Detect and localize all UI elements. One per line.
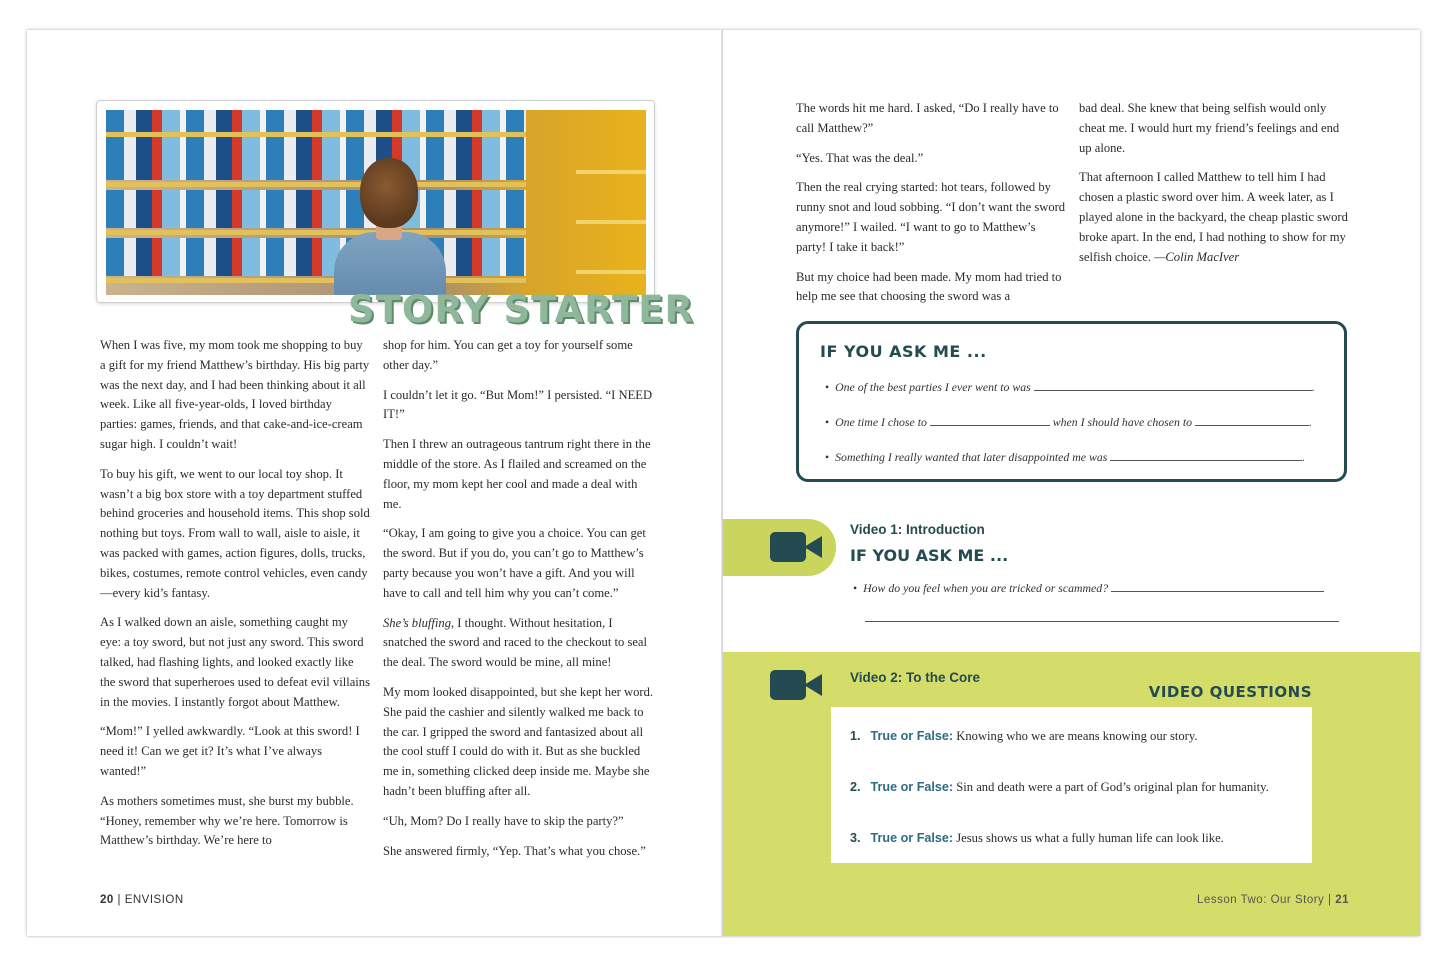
paragraph: But my choice had been made. My mom had tried to help me see that choosing the sword was a	[796, 269, 1062, 304]
paragraph: I couldn’t let it go. “But Mom!” I persisted. “I NEED IT!”	[383, 387, 653, 422]
video-questions-card	[831, 707, 1312, 863]
page-number: 21	[1335, 894, 1349, 906]
answer-line[interactable]	[930, 414, 1050, 426]
video1-title: IF YOU ASK ME ...	[850, 546, 1009, 565]
video-camera-icon	[770, 670, 824, 700]
paragraph: bad deal. She knew that being selfish would only cheat me. I would hurt my friend’s feelings and end up alone.	[1079, 101, 1340, 155]
paragraph	[383, 614, 655, 673]
paragraph	[1079, 168, 1349, 267]
question-text: How do you feel when you are tricked or scammed?	[863, 581, 1109, 595]
question-text: Knowing who we are means knowing our story.	[953, 729, 1198, 743]
question-item	[850, 729, 1197, 744]
true-false-label: True or False:	[870, 780, 954, 794]
question-item	[850, 780, 1269, 795]
video1-tab	[723, 519, 836, 576]
question-number: 1.	[850, 729, 861, 743]
right-column-2	[1079, 99, 1349, 277]
left-page	[27, 30, 723, 936]
page-number: 20	[100, 894, 114, 906]
folio-separator: |	[117, 894, 121, 906]
italic-thought: She’s bluffing	[383, 615, 451, 630]
answer-line[interactable]	[1111, 580, 1324, 592]
video-camera-icon	[770, 532, 824, 562]
folio-right	[1197, 894, 1349, 906]
question-item	[850, 831, 1224, 846]
folio-separator: |	[1328, 894, 1332, 906]
true-false-label: True or False:	[870, 729, 954, 743]
paragraph: When I was five, my mom took me shopping to buy a gift for my friend Matthew’s birthday. His big party was the next day, and I had been thinking about it all week. Like all five-year-olds, I loved birthday parties: games, friends, and that cake-and-ice-cream sugar high. I couldn’t wait!	[100, 338, 370, 451]
paragraph-text: That afternoon I called Matthew to tell him I had chosen a plastic sword over him. A week later, as I played alone in the backyard, the cheap plastic sword broke apart. In the end, I had nothing to show for my selfish choice.	[1079, 170, 1348, 264]
question-text: Sin and death were a part of God’s original plan for humanity.	[953, 780, 1269, 794]
left-column-1	[100, 336, 370, 861]
prompt-text: when I should have chosen to	[1052, 415, 1193, 429]
prompt-3: • Something I really wanted that later disappointed me was .	[825, 450, 1306, 464]
video1-question: • How do you feel when you are tricked or scammed?	[853, 580, 1324, 596]
paragraph: shop for him. You can get a toy for yourself some other day.”	[383, 338, 633, 372]
right-page	[723, 30, 1420, 936]
paragraph: As mothers sometimes must, she burst my bubble. “Honey, remember why we’re here. Tomorrow is Matthew’s birthday. We’re here to	[100, 793, 354, 848]
paragraph: My mom looked disappointed, but she kept her word. She paid the cashier and silently walked me back to the car. I gripped the sword and fantasized about all the cool stuff I could do with it. But as she buckled me in, something clicked deep inside me. Maybe she hadn’t been bluffing after all.	[383, 684, 654, 798]
hero-photo-frame	[96, 100, 655, 303]
paragraph: “Okay, I am going to give you a choice. You can get the sword. But if you do, you can’t go to Matthew’s party because you won’t have a gift. And you will have to call and tell him why you can’t come.”	[383, 526, 646, 600]
video2-label: Video 2: To the Core	[850, 670, 981, 685]
question-number: 2.	[850, 780, 861, 794]
left-column-2	[383, 336, 655, 871]
paragraph: As I walked down an aisle, something caught my eye: a toy sword, but not just any sword. This sword talked, had flashing lights, and looked exactly like the sword that superheroes used to defeat evil villains in the movies. I instantly forgot about Matthew.	[100, 615, 370, 709]
paragraph: To buy his gift, we went to our local toy shop. It wasn’t a big box store with a toy department stuffed behind groceries and household items. This shop sold nothing but toys. From wall to wall, aisle to aisle, it was packed with games, action figures, dolls, trucks, bikes, costumes, remote control vehicles, even candy—every kid’s fantasy.	[100, 466, 370, 600]
question-text: Jesus shows us what a fully human life can look like.	[953, 831, 1224, 845]
book-spread	[27, 30, 1420, 936]
answer-line[interactable]	[1034, 379, 1312, 391]
prompt-text: One of the best parties I ever went to was	[835, 380, 1031, 394]
paragraph: Then I threw an outrageous tantrum right there in the middle of the store. As I flailed and screamed on the floor, my mom kept her cool and made a deal with me.	[383, 437, 651, 511]
paragraph: She answered firmly, “Yep. That’s what you chose.”	[383, 843, 646, 858]
answer-line[interactable]	[1195, 414, 1309, 426]
question-number: 3.	[850, 831, 861, 845]
ask-box-title: IF YOU ASK ME ...	[820, 342, 987, 361]
prompt-text: Something I really wanted that later disappointed me was	[835, 450, 1108, 464]
video-questions-title: VIDEO QUESTIONS	[1148, 683, 1312, 701]
story-starter-heading: STORY STARTER	[348, 288, 694, 331]
paragraph-rest: , I thought. Without hesitation, I snatched the sword and raced to the checkout to seal the deal. The sword would be mine, all mine!	[383, 615, 648, 670]
lesson-title: Lesson Two: Our Story	[1197, 894, 1325, 906]
video1-label: Video 1: Introduction	[850, 522, 985, 537]
paragraph: “Mom!” I yelled awkwardly. “Look at this sword! I need it! Can we get it? It’s what I’ve always wanted!”	[100, 724, 360, 778]
true-false-label: True or False:	[870, 831, 954, 845]
prompt-1: • One of the best parties I ever went to was .	[825, 380, 1315, 394]
paragraph: “Yes. That was the deal.”	[796, 150, 924, 165]
paragraph: “Uh, Mom? Do I really have to skip the party?”	[383, 813, 624, 828]
hero-photo	[106, 110, 646, 295]
if-you-ask-me-box	[796, 321, 1347, 482]
folio-left	[100, 894, 184, 906]
author-credit: —Colin MacIver	[1154, 249, 1240, 264]
prompt-2: • One time I chose to when I should have chosen to .	[825, 415, 1312, 429]
answer-line[interactable]	[1110, 449, 1302, 461]
book-title: ENVISION	[124, 894, 184, 906]
paragraph: The words hit me hard. I asked, “Do I really have to call Matthew?”	[796, 101, 1059, 135]
answer-line[interactable]	[865, 610, 1339, 622]
right-column-1	[796, 99, 1066, 317]
prompt-text: One time I chose to	[835, 415, 927, 429]
paragraph: Then the real crying started: hot tears, followed by runny snot and loud sobbing. “I don’t want the sword anymore!” I wailed. “I want to go to Matthew’s party! I take it back!”	[796, 180, 1066, 254]
